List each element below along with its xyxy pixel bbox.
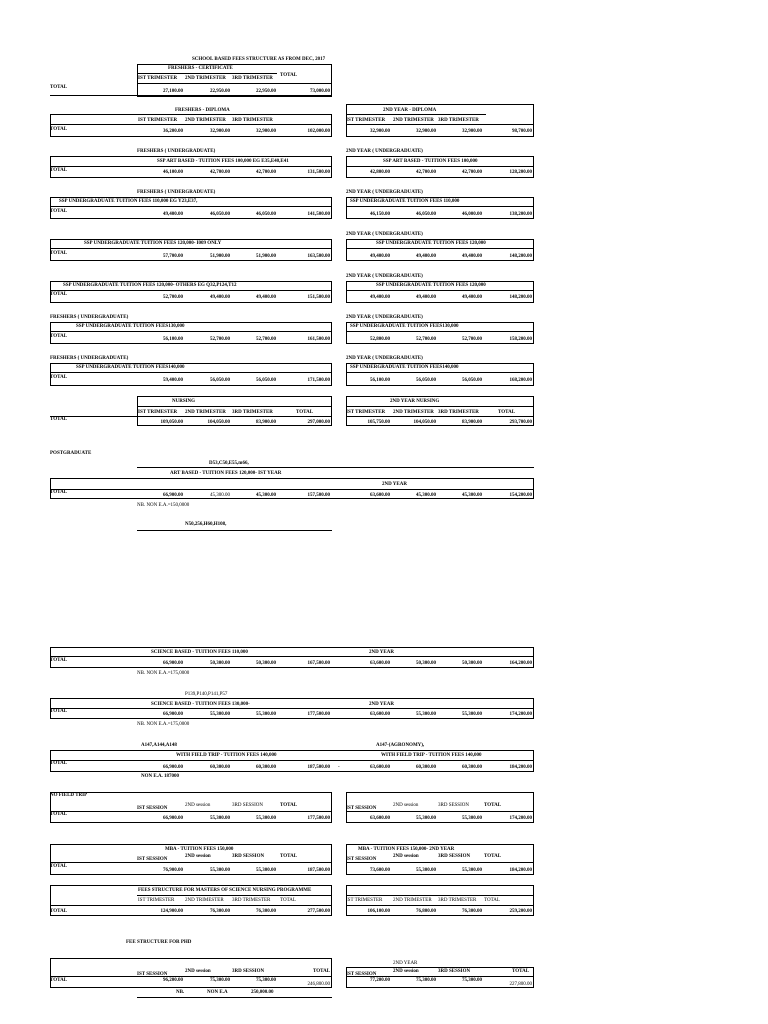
agr-v1: 66,900.00 [163, 765, 183, 770]
dip-h3: 3RD TRIMESTER [232, 118, 273, 123]
sci130-2-v1: 63,600.00 [370, 712, 390, 717]
mba-2-h2: 2ND session [393, 854, 419, 859]
ug120a-v3: 51,900.00 [256, 254, 276, 259]
cert-h1: IST TRIMESTER [138, 76, 178, 81]
agr-v3: 60,300.00 [256, 765, 276, 770]
nofield-h2: 2ND session [185, 803, 211, 808]
ug120a-2-v4: 148,200.00 [509, 254, 532, 259]
ug120a-title: SSP UNDERGRADUATE TUITION FEES 120,000- I009 ONLY [84, 241, 222, 246]
pg-art-v3: 45,300.00 [256, 493, 276, 498]
sci130-year2: 2ND YEAR [369, 702, 394, 707]
msn-2-v3: 76,300.00 [462, 909, 482, 914]
art100-2-v1: 42,800.00 [370, 170, 390, 175]
pg-art-title: ART BASED - TUITION FEES 120,000- IST YEAR [170, 471, 282, 476]
dip-h2: 2ND TRIMESTER [185, 118, 226, 123]
cert-v3: 22,950.00 [256, 89, 276, 94]
ug120b-v3: 49,400.00 [256, 295, 276, 300]
agr-title-2: WITH FIELD TRIP - TUITION FEES 140,000 [381, 753, 482, 758]
nofield-h1: IST SESSION [137, 806, 168, 811]
ug140-title: SSP UNDERGRADUATE TUITION FEES140,000 [76, 365, 185, 370]
ug110-v2: 46,050.00 [210, 212, 230, 217]
ug130-v3: 52,700.00 [256, 337, 276, 342]
agr-v2: 60,300.00 [210, 765, 230, 770]
mba-2-v2: 55,300.00 [416, 868, 436, 873]
mba-v1: 76,900.00 [163, 868, 183, 873]
cert-h3: 3RD TRIMESTER [232, 76, 273, 81]
cert-v1: 27,100.00 [163, 89, 183, 94]
ug140-fresh-label: FRESHERS ( UNDERGRADUATE) [50, 356, 129, 361]
nofield-2-v2: 55,300.00 [416, 816, 436, 821]
sci130-v2: 55,300.00 [210, 712, 230, 717]
ug130-total-label: TOTAL [50, 334, 68, 339]
nursing-h3: 3RD TRIMESTER [232, 410, 273, 415]
sci110-v3: 50,300.00 [256, 661, 276, 666]
msn-h3: 3RD TRIMESTER [232, 898, 271, 903]
msn-2-h4: TOTAL [484, 898, 500, 903]
art100-2-title: SSP ART BASED - TUITION FEES 100,000 [383, 159, 478, 164]
ug120a-v4: 163,500.00 [307, 254, 330, 259]
nursing-v4: 297,000.00 [307, 420, 330, 425]
ug120b-title: SSP UNDERGRADUATE TUITION FEES 120,000- OTHERS EG Q32,P124,T12 [63, 283, 237, 288]
ug110-v3: 46,050.00 [256, 212, 276, 217]
phd-2-v2: 75,300.00 [416, 978, 436, 983]
mba-2-h3: 3RD SESSION [438, 854, 471, 859]
agr-total-label: TOTAL [50, 761, 68, 766]
mba-h3: 3RD SESSION [232, 854, 265, 859]
ug120a-2-v3: 49,400.00 [462, 254, 482, 259]
dip-v2: 32,900.00 [210, 129, 230, 134]
mba-2-v3: 55,300.00 [462, 868, 482, 873]
pg-art-v4: 157,500.00 [307, 493, 330, 498]
phd-h4: TOTAL [313, 969, 331, 974]
dip-v1: 36,200.00 [163, 129, 183, 134]
phd-2-h2: 2ND session [393, 969, 419, 974]
ug140-2nd-label: 2ND YEAR ( UNDERGRADUATE) [346, 356, 423, 361]
phd-v2: 75,300.00 [210, 978, 230, 983]
nofield-v4: 177,500.00 [307, 816, 330, 821]
mba-v3: 55,300.00 [256, 868, 276, 873]
nofield-2-v1: 63,600.00 [370, 816, 390, 821]
nursing-h4: TOTAL [296, 410, 314, 415]
ug110-2-v1: 46,150.00 [370, 212, 390, 217]
ug120a-v1: 57,700.00 [163, 254, 183, 259]
nofield-title: NO FIELD TRIP [50, 793, 88, 798]
agr-2-v3: 60,300.00 [462, 765, 482, 770]
msn-2-v1: 106,100.00 [367, 909, 390, 914]
msn-total-label: TOTAL [50, 909, 68, 914]
sci110-2-v2: 50,300.00 [416, 661, 436, 666]
ug140-2-v4: 168,200.00 [509, 378, 532, 383]
agr-title: WITH FIELD TRIP - TUITION FEES 140,000 [176, 753, 277, 758]
dip2-h3: 3RD TRIMESTER [438, 118, 479, 123]
art100-fresh-label: FRESHERS ( UNDERGRADUATE) [137, 149, 216, 154]
ug130-2-v3: 52,700.00 [462, 337, 482, 342]
ug130-2-v2: 52,700.00 [416, 337, 436, 342]
nursing-h1: IST TRIMESTER [138, 410, 178, 415]
ug110-v4: 141,500.00 [307, 212, 330, 217]
pg-art-v2: 45,300.00 [210, 493, 230, 498]
msn-h2: 2ND TRIMESTER [185, 898, 224, 903]
cert-v2: 22,950.00 [210, 89, 230, 94]
document-title: SCHOOL BASED FEES STRUCTURE AS FROM DEC, 2017 [192, 57, 326, 62]
pg-art-total-label: TOTAL [50, 490, 68, 495]
art100-2-v3: 42,700.00 [462, 170, 482, 175]
ug120b-2-v4: 148,200.00 [509, 295, 532, 300]
mba-total-label: TOTAL [50, 864, 68, 869]
msn-2-h3: 3RD TRIMESTER [438, 898, 477, 903]
mba-v4: 187,500.00 [307, 868, 330, 873]
phd-2-h4: TOTAL [512, 969, 530, 974]
phd-2-h1: IST SESSION [346, 972, 377, 977]
dip2-v4: 98,700.00 [512, 129, 532, 134]
nursing2-h4: TOTAL [498, 410, 516, 415]
sci110-v4: 167,500.00 [307, 661, 330, 666]
art100-v4: 131,500.00 [307, 170, 330, 175]
agr-codes: A147,A144,A148 [141, 743, 177, 748]
mba-2-h1: IST SESSION [346, 857, 377, 862]
nofield-2-v3: 55,300.00 [462, 816, 482, 821]
phd-h3: 3RD SESSION [232, 969, 265, 974]
ug110-2-v4: 138,200.00 [509, 212, 532, 217]
mba-2-v4: 184,200.00 [509, 868, 532, 873]
nursing2-title: 2ND YEAR NURSING [390, 399, 440, 404]
cert-v4: 73,000.00 [310, 89, 330, 94]
ug120b-2-v3: 49,400.00 [462, 295, 482, 300]
nursing2-v2: 104,050.00 [413, 420, 436, 425]
agr-dash: - [338, 765, 340, 770]
ug120a-2nd-label: 2ND YEAR ( UNDERGRADUATE) [346, 232, 423, 237]
phd-2-h3: 3RD SESSION [438, 969, 471, 974]
ug140-v4: 171,500.00 [307, 378, 330, 383]
ug110-title: SSP UNDERGRADUATE TUITION FEES 110,000 EG Y23,E37, [59, 199, 198, 204]
sci130-v3: 55,300.00 [256, 712, 276, 717]
ug140-v1: 59,400.00 [163, 378, 183, 383]
nursing-v1: 109,050.00 [160, 420, 183, 425]
ug110-2-v2: 46,050.00 [416, 212, 436, 217]
nursing2-h1: IST TRIMESTER [346, 410, 386, 415]
sci110-2-v4: 164,200.00 [509, 661, 532, 666]
nofield-2-h1: IST SESSION [346, 806, 377, 811]
nofield-h3: 3RD SESSION [232, 803, 263, 808]
nofield-v3: 55,300.00 [256, 816, 276, 821]
agr-v4: 187,500.00 [307, 765, 330, 770]
ug110-2-v3: 46,000.00 [462, 212, 482, 217]
sci130-2-v2: 55,300.00 [416, 712, 436, 717]
ug120a-2-v2: 49,400.00 [416, 254, 436, 259]
phd-2-v1: 77,200.00 [370, 978, 390, 983]
ug120b-2nd-label: 2ND YEAR ( UNDERGRADUATE) [346, 274, 423, 279]
nursing-total-label: TOTAL [50, 417, 68, 422]
sci110-v2: 50,300.00 [210, 661, 230, 666]
agr-2-v2: 60,300.00 [416, 765, 436, 770]
sci130-2-v4: 174,200.00 [509, 712, 532, 717]
ug130-v2: 52,700.00 [210, 337, 230, 342]
agr-2-v1: 63,600.00 [370, 765, 390, 770]
cert-h4: TOTAL [280, 73, 298, 78]
mba-2-h4: TOTAL [484, 854, 502, 859]
pg-art-year2: 2ND YEAR [382, 482, 407, 487]
ug120b-2-v1: 49,400.00 [370, 295, 390, 300]
pg-art-v1: 66,900.00 [163, 493, 183, 498]
nursing-v3: 83,900.00 [256, 420, 276, 425]
ug110-v1: 49,400.00 [163, 212, 183, 217]
dip-v4: 102,000.00 [307, 129, 330, 134]
phd-non-label: NON E.A [207, 990, 228, 995]
art100-2nd-label: 2ND YEAR ( UNDERGRADUATE) [346, 149, 423, 154]
mba-2-v1: 73,600.00 [370, 868, 390, 873]
sci130-note: NB. NON E.A.=175,0000 [137, 722, 190, 727]
pg-codes-3: P139,P140,P141,P57 [185, 692, 228, 697]
dip2-h2: 2ND TRIMESTER [393, 118, 434, 123]
sci130-title: SCIENCE BASED - TUITION FEES 130,000- [151, 702, 250, 707]
mba-h2: 2ND session [185, 854, 211, 859]
nofield-total-label: TOTAL [50, 812, 68, 817]
sci130-2-v3: 55,300.00 [462, 712, 482, 717]
ug120b-v1: 52,700.00 [163, 295, 183, 300]
nofield-2-h3: 3RD SESSION [438, 803, 469, 808]
phd-v4: 246,800.00 [307, 982, 330, 987]
dip-v3: 32,900.00 [256, 129, 276, 134]
ug120b-total-label: TOTAL [50, 292, 68, 297]
dip2-h1: IST TRIMESTER [346, 118, 386, 123]
phd-2-v3: 75,300.00 [462, 978, 482, 983]
ug130-v1: 56,100.00 [163, 337, 183, 342]
nursing-h2: 2ND TRIMESTER [185, 410, 226, 415]
ug140-2-title: SSP UNDERGRADUATE TUITION FEES140,000 [350, 365, 459, 370]
nofield-2-h4: TOTAL [484, 803, 502, 808]
nursing2-h3: 3RD TRIMESTER [438, 410, 479, 415]
msn-2-v4: 259,200.00 [509, 909, 532, 914]
ug130-v4: 161,500.00 [307, 337, 330, 342]
dip2-v3: 32,900.00 [462, 129, 482, 134]
sci110-v1: 66,900.00 [163, 661, 183, 666]
ug110-fresh-label: FRESHERS ( UNDERGRADUATE) [137, 190, 216, 195]
sci130-v4: 177,500.00 [307, 712, 330, 717]
dip2-v2: 32,900.00 [416, 129, 436, 134]
art100-title: SSP ART BASED - TUITION FEES 100,000 EG E35,E40,E41 [157, 159, 289, 164]
dip-title: FRESHERS - DIPLOMA [175, 108, 230, 113]
nofield-2-h2: 2ND session [393, 803, 419, 808]
sci130-v1: 66,900.00 [163, 712, 183, 717]
msn-v1: 124,900.00 [160, 909, 183, 914]
msn-2-h2: 2ND TRIMESTER [393, 898, 432, 903]
pg-art-2-v1: 63,600.00 [370, 493, 390, 498]
ug140-v3: 56,050.00 [256, 378, 276, 383]
agr-2-v4: 184,200.00 [509, 765, 532, 770]
nofield-h4: TOTAL [280, 803, 298, 808]
ug120b-2-title: SSP UNDERGRADUATE TUITION FEES 120,000 [376, 283, 486, 288]
ug110-2nd-label: 2ND YEAR ( UNDERGRADUATE) [346, 190, 423, 195]
msn-v2: 76,300.00 [210, 909, 230, 914]
ug140-total-label: TOTAL [50, 375, 68, 380]
ug120b-v4: 151,500.00 [307, 295, 330, 300]
nursing2-h2: 2ND TRIMESTER [393, 410, 434, 415]
agr-codes-2: A147-(AGRONOMY), [376, 743, 425, 748]
ug130-2-v4: 158,200.00 [509, 337, 532, 342]
msn-v4: 277,500.00 [307, 909, 330, 914]
pg-art-2-v3: 45,300.00 [462, 493, 482, 498]
sci110-title: SCIENCE BASED - TUITION FEES 110,000 [151, 650, 248, 655]
msn-h4: TOTAL [280, 898, 296, 903]
sci110-total-label: TOTAL [50, 658, 68, 663]
ug120a-2-title: SSP UNDERGRADUATE TUITION FEES 120,000 [376, 241, 486, 246]
pg-art-2-v2: 45,300.00 [416, 493, 436, 498]
phd-h2: 2ND session [185, 969, 211, 974]
agr-note: NON E.A. 187000 [141, 774, 180, 779]
phd-v3: 75,300.00 [256, 978, 276, 983]
sci110-year2: 2ND YEAR [369, 650, 394, 655]
art100-total-label: TOTAL [50, 168, 68, 173]
nursing2-v4: 293,700.00 [509, 420, 532, 425]
nofield-v1: 66,900.00 [163, 816, 183, 821]
art100-v2: 42,700.00 [210, 170, 230, 175]
cert-title: FRESHERS - CERTIFICATE [168, 66, 233, 71]
ug140-2-v2: 56,050.00 [416, 378, 436, 383]
msn-2-h1: IST TRIMESTER [346, 898, 383, 903]
art100-2-v4: 128,200.00 [509, 170, 532, 175]
nursing2-v1: 105,750.00 [367, 420, 390, 425]
nursing2-v3: 83,900.00 [462, 420, 482, 425]
ug130-title: SSP UNDERGRADUATE TUITION FEES130,000 [76, 324, 185, 329]
phd-nb: NB. [176, 990, 185, 995]
msn-2-v2: 76,800.00 [416, 909, 436, 914]
ug130-fresh-label: FRESHERS ( UNDERGRADUATE) [50, 315, 129, 320]
ug140-2-v1: 56,100.00 [370, 378, 390, 383]
art100-2-v2: 42,700.00 [416, 170, 436, 175]
art100-v3: 42,700.00 [256, 170, 276, 175]
cert-total-label: TOTAL [50, 85, 68, 90]
phd-year2: 2ND YEAR [393, 961, 418, 966]
ug140-2-v3: 56,050.00 [462, 378, 482, 383]
phd-v1: 96,200.00 [163, 978, 183, 983]
ug130-2-v1: 52,800.00 [370, 337, 390, 342]
sci110-2-v3: 50,300.00 [462, 661, 482, 666]
ug120a-total-label: TOTAL [50, 251, 68, 256]
mba-title-2: MBA - TUITION FEES 150,000- 2ND YEAR [358, 847, 455, 852]
dip-total-label: TOTAL [50, 127, 68, 132]
msn-v3: 76,300.00 [256, 909, 276, 914]
ug120a-2-v1: 49,400.00 [370, 254, 390, 259]
msn-title: FEES STRUCTURE FOR MASTERS OF SCIENCE NURSING PROGRAMME [138, 888, 312, 893]
phd-non-value: 250,000.00 [251, 990, 274, 995]
ug140-v2: 56,050.00 [210, 378, 230, 383]
sci110-2-v1: 63,600.00 [370, 661, 390, 666]
postgraduate-heading: POSTGRADUATE [50, 451, 92, 456]
ug130-2nd-label: 2ND YEAR ( UNDERGRADUATE) [346, 315, 423, 320]
sci110-note: NB. NON E.A.=175,0000 [137, 671, 190, 676]
mba-v2: 55,300.00 [210, 868, 230, 873]
nursing-v2: 104,050.00 [207, 420, 230, 425]
pg-art-note: NB. NON E.A.=150,0000 [137, 503, 190, 508]
msn-h1: IST TRIMESTER [138, 898, 175, 903]
ug120b-v2: 49,400.00 [210, 295, 230, 300]
ug120b-2-v2: 49,400.00 [416, 295, 436, 300]
mba-h1: IST SESSION [137, 857, 168, 862]
mba-h4: TOTAL [280, 854, 298, 859]
phd-2-v4: 227,800.00 [509, 982, 532, 987]
phd-h1: IST SESSION [137, 972, 168, 977]
ug130-2-title: SSP UNDERGRADUATE TUITION FEES130,000 [350, 324, 459, 329]
ug110-total-label: TOTAL [50, 209, 68, 214]
nursing-title: NURSING [172, 399, 196, 404]
pg-codes-2: N50,256,H60,H108, [185, 522, 227, 527]
ug110-2-title: SSP UNDERGRADUATE TUITION FEES 110,000 [350, 199, 460, 204]
art100-v1: 46,100.00 [163, 170, 183, 175]
pg-codes-1: D53,C50,E55,m66, [209, 461, 249, 466]
ug120a-v2: 51,900.00 [210, 254, 230, 259]
phd-title: FEE STRUCTURE FOR PHD [126, 940, 192, 945]
nofield-v2: 55,300.00 [210, 816, 230, 821]
sci130-total-label: TOTAL [50, 709, 68, 714]
pg-art-2-v4: 154,200.00 [509, 493, 532, 498]
phd-total-label: TOTAL [50, 978, 68, 983]
cert-h2: 2ND TRIMESTER [185, 76, 226, 81]
mba-title: MBA - TUITION FEES 150,000 [165, 847, 234, 852]
dip-h1: IST TRIMESTER [138, 118, 178, 123]
dip2-title: 2ND YEAR - DIPLOMA [383, 108, 437, 113]
dip2-v1: 32,900.00 [370, 129, 390, 134]
nofield-2-v4: 174,200.00 [509, 816, 532, 821]
